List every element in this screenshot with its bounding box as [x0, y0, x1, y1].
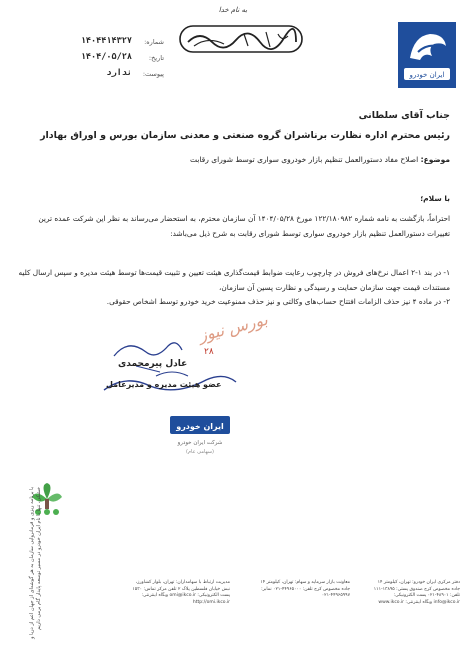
date-row — [34, 52, 164, 68]
vertical-footer-note: با برنامه ریزی و فرمانروایی سازمان به هر گوشه‌ای از جهان اعم از دریا و خشکی، تنها با نام ایران خودرو در مسیر توسعه پایدار گام برمی داریم — [29, 487, 42, 639]
number-label: شماره: — [144, 38, 164, 46]
subject-line — [190, 155, 450, 164]
number-value: ۱۴۰۴۴۱۴۳۲۷ — [80, 36, 132, 46]
number-row — [34, 36, 164, 52]
body-list — [16, 266, 450, 310]
logo-wordmark: ایران خودرو — [409, 71, 445, 79]
calligraphy-emblem — [178, 22, 304, 58]
recipient-name: جناب آقای سلطانی — [358, 110, 450, 121]
company-logo-text: ایران خودرو — [176, 422, 224, 431]
list-item-1: ۱- در بند ۱-۲ اعمال نرخ‌های فروش در چارچوب رعایت ضوابط قیمت‌گذاری هیئت تعیین و تثبیت قیمت‌ها توسط هیئت مدیره و سپس ارسال کلیه مستندات قیمت جهت سازمان حمایت و رسیدگی و نظارت پسین آن سازمان، — [18, 268, 450, 292]
footer-shareholder-relations: مدیریت ارتباط با سهامداران: تهران، بلوار کشاورز، نبش خیابان فلسطین پلاک ۲ تلفن مرکز تماس: ۱۵۳۰ پست الکترونیکی: omi@ikco.ir وبگاه اینترنتی: http://omi.ikco.ir — [132, 580, 230, 605]
subject-label: موضوع: — [420, 155, 450, 164]
list-item-2: ۲- در ماده ۴ نیز حذف الزامات افتتاح حساب‌های وکالتی و نیز حذف ممنوعیت خرید خودرو توسط اشخاص حقوقی. — [106, 297, 450, 306]
letter-meta — [34, 36, 164, 84]
basmala: به نام خدا — [218, 6, 248, 14]
handwritten-number: ۲۸ — [204, 347, 214, 357]
footer-capital-market: معاونت بازار سرمایه و سهام: تهران، کیلومتر ۱۴ جاده مخصوص کرج تلفن: ۴۴۹۶۵۰۰۰-۰۲۱ نمابر: ۴۴۹۶۵۹۹۷-۰۲۱ — [260, 580, 350, 598]
recipient-title: رئیس محترم اداره نظارت برناشران گروه صنعتی و معدنی سازمان بورس و اوراق بهادار — [40, 130, 450, 141]
company-name: شرکت ایران خودرو — [177, 440, 223, 446]
subject-text: اصلاح مفاد دستورالعمل تنظیم بازار خودروی سواری توسط شورای رقابت — [189, 155, 419, 164]
date-value: ۱۴۰۴/۰۵/۲۸ — [80, 52, 132, 62]
date-label: تاریخ: — [148, 54, 164, 62]
attachment-value: ندارد — [106, 68, 132, 78]
signer-title: عضو هیئت مدیره و مدیرعامل — [106, 380, 222, 389]
greeting: با سلام؛ — [420, 194, 450, 203]
attachment-label: پیوست: — [142, 70, 164, 78]
bourse-news-stamp: بورس نیوز — [196, 309, 270, 346]
company-type: (سهامی عام) — [186, 449, 214, 455]
iran-khodro-logo — [170, 414, 230, 436]
body-paragraph: احتراماً، بازگشت به نامه شماره ۱۲۲/۱۸۰۹۸۲ مورخ ۱۴۰۴/۰۵/۲۸ آن سازمان محترم، به استحضار می‌رساند به نظر این شرکت عمده ترین تغییرات دستورالعمل تنظیم بازار خودروی سواری توسط شورای رقابت به شرح ذیل می‌باشد: — [38, 214, 450, 238]
attachment-row — [34, 68, 164, 84]
footer-headquarters: دفتر مرکزی ایران خودرو: تهران، کیلومتر ۱۴ جاده مخصوص کرج صندوق پستی: ۱۳۸۹۵-۱۱۱ تلفن: ۴۸۹۰۱-۰۲۱ پست الکترونیکی: info@ikco.ir وبگاه اینترنتی: www.ikco.ir — [373, 580, 460, 605]
ikco-logo — [398, 22, 456, 88]
signer-name: عادل پیرمحمدی — [118, 359, 188, 369]
